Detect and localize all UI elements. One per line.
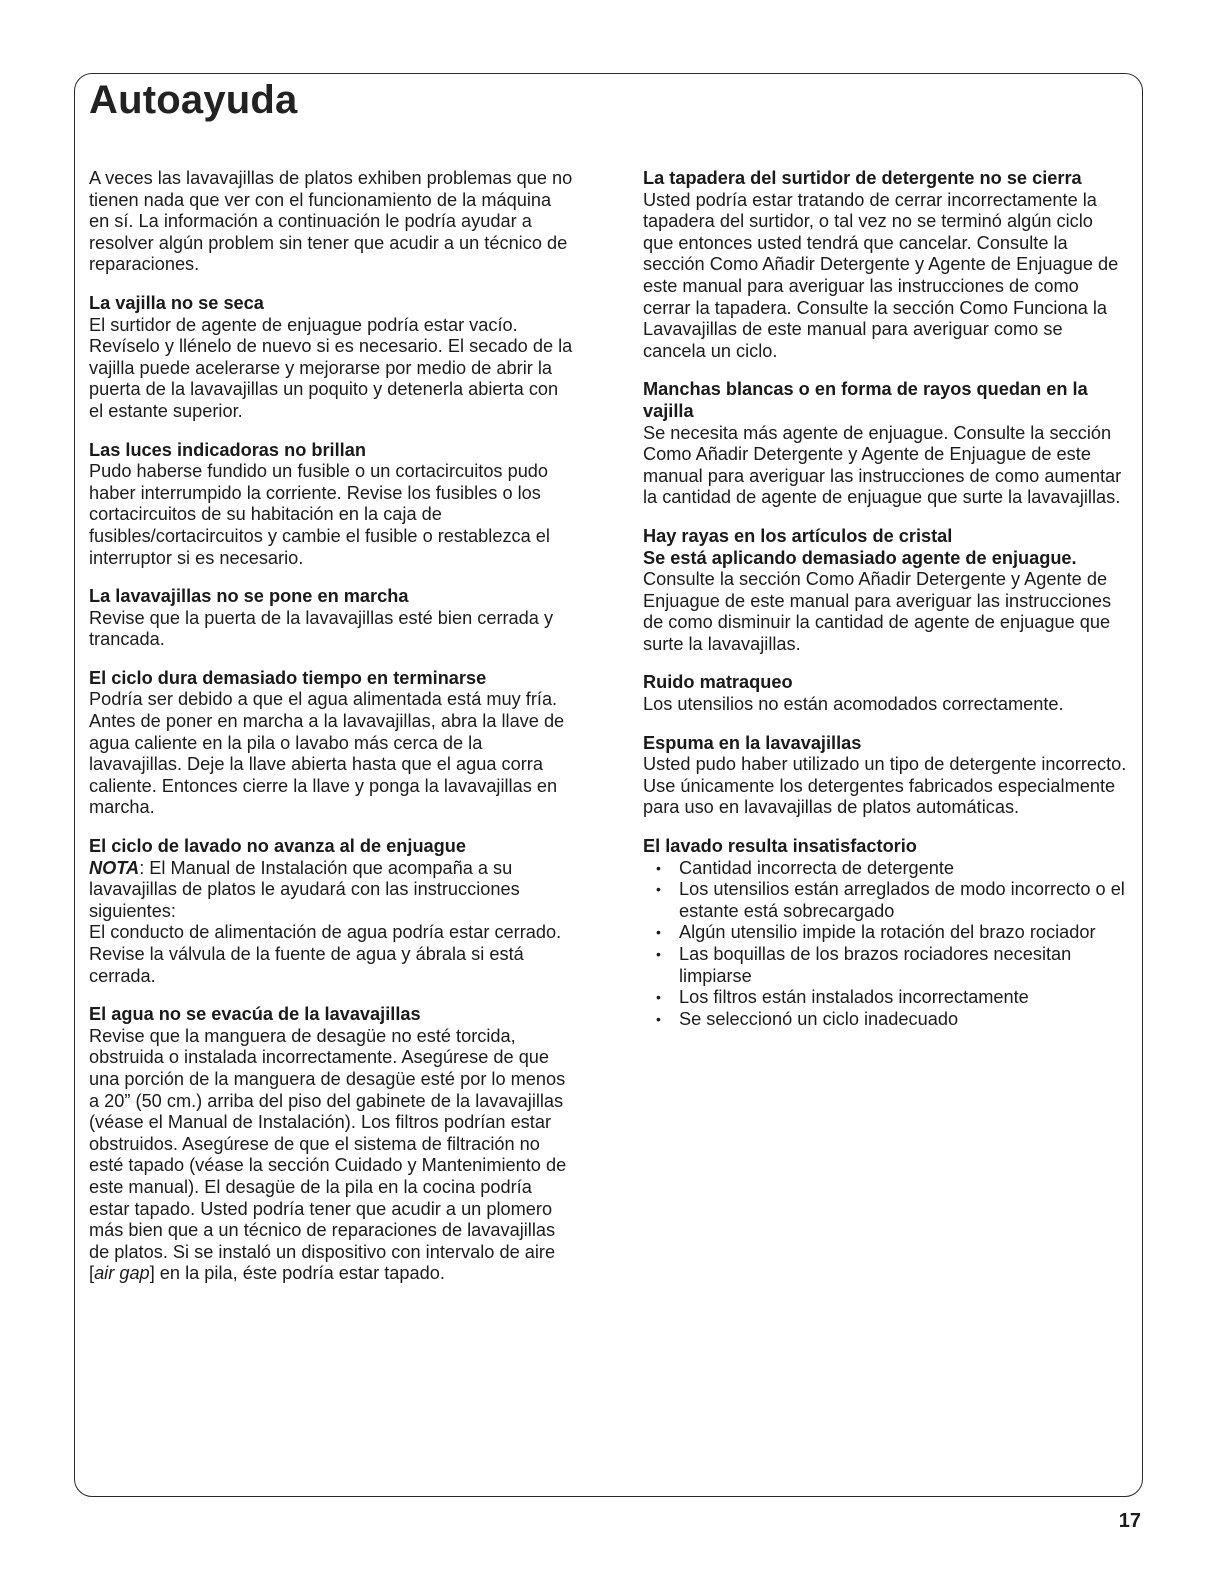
section-body: Usted pudo haber utilizado un tipo de detergente incorrecto. Use únicamente los detergentes fabricados especialmente para uso en lavavajillas de platos automáticas. xyxy=(643,754,1127,818)
list-item: • Los filtros están instalados incorrectamente xyxy=(643,987,1128,1009)
air-gap-term: air gap xyxy=(94,1263,150,1284)
left-column xyxy=(89,168,574,1302)
list-item: • Los utensilios están arreglados de modo incorrecto o el estante está sobrecargado xyxy=(643,879,1128,922)
section-heading: Las luces indicadoras no brillan xyxy=(89,439,366,460)
list-item: • Algún utensilio impide la rotación del brazo rociador xyxy=(643,922,1128,944)
note-paragraph xyxy=(89,858,574,923)
section-white-spots xyxy=(643,379,1128,509)
intro-paragraph: A veces las lavavajillas de platos exhiben problemas que no tienen nada que ver con el funcionamiento de la máquina en sí. La información a continuación le podría ayudar a resolver algún problem sin tener que acudir a un técnico de reparaciones. xyxy=(89,168,573,275)
section-body: El conducto de alimentación de agua podría estar cerrado. Revise la válvula de la fuente de agua y ábrala si está cerrada. xyxy=(89,922,562,986)
section-body: Consulte la sección Como Añadir Detergente y Agente de Enjuague de este manual para averiguar las instrucciones de como disminuir la cantidad de agente de enjuague que surte la lavavajillas. xyxy=(643,569,1112,654)
section-wash-not-advancing xyxy=(89,836,574,987)
section-body: Revise que la puerta de la lavavajillas esté bien cerrada y trancada. xyxy=(89,607,554,650)
cause-list xyxy=(643,858,1128,1031)
section-heading: La lavavajillas no se pone en marcha xyxy=(89,586,409,607)
section-body: Se necesita más agente de enjuague. Consulte la sección Como Añadir Detergente y Agente de Enjuague de este manual para averiguar las instrucciones de como aumentar la cantidad de agente de enjuague que surte la lavavajillas. xyxy=(643,422,1122,508)
list-item: • Se seleccionó un ciclo inadecuado xyxy=(643,1009,1128,1031)
section-subheading: Se está aplicando demasiado agente de enjuague. xyxy=(643,547,1077,568)
body-text: Revise que la manguera de desagüe no esté torcida, obstruida o instalada incorrectamente. Asegúrese de que una porción de la manguera de desagüe esté por lo menos a 20” (50 cm.) arriba del piso del gabinete de la lavavajillas (véase el Manual de Instalación). Los filtros podrían estar obstruidos. Asegúrese de que el sistema de filtración no esté tapado (véase la sección Cuidado y Mantenimiento de este manual). El desagüe de la pila en la cocina podría estar tapado. Usted podría tener que acudir a un plomero más bien que a un técnico de reparaciones de lavavajillas de platos. Si se instaló un dispositivo con intervalo de aire [ xyxy=(89,1025,567,1284)
body-text: ] en la pila, éste podría estar tapado. xyxy=(149,1263,445,1284)
section-body: Pudo haberse fundido un fusible o un cortacircuitos pudo haber interrumpido la corriente. Revise los fusibles o los cortacircuitos de su habitación en la caja de fusibles/cortacircuitos y cambie el fusible o restablezca el interruptor si es necesario. xyxy=(89,461,550,568)
section-body xyxy=(89,1026,574,1285)
page-number: 17 xyxy=(1118,1510,1141,1532)
section-heading: Ruido matraqueo xyxy=(643,672,793,693)
section-dispenser-lid xyxy=(643,168,1128,362)
section-rattling-noise xyxy=(643,672,1128,715)
section-heading: La vajilla no se seca xyxy=(89,292,264,313)
section-body: Los utensilios no están acomodados correctamente. xyxy=(643,694,1064,715)
section-glass-streaks xyxy=(643,526,1128,656)
section-heading: El ciclo dura demasiado tiempo en terminarse xyxy=(89,667,487,688)
list-item: • Las boquillas de los brazos rociadores necesitan limpiarse xyxy=(643,944,1128,987)
section-water-not-draining xyxy=(89,1004,574,1285)
section-heading: El agua no se evacúa de la lavavajillas xyxy=(89,1004,421,1025)
section-not-starting xyxy=(89,586,574,651)
note-text: : El Manual de Instalación que acompaña a su lavavajillas de platos le ayudará con las instrucciones siguientes: xyxy=(89,857,520,921)
section-heading: Manchas blancas o en forma de rayos quedan en la vajilla xyxy=(643,379,1088,421)
section-body: El surtidor de agente de enjuague podría estar vacío. Revíselo y llénelo de nuevo si es necesario. El secado de la vajilla puede acelerarse y mejorarse por medio de abrir la puerta de la lavavajillas un poquito y detenerla abierta con el estante superior. xyxy=(89,314,573,421)
section-unsatisfactory-wash xyxy=(643,836,1128,1030)
section-cycle-too-long xyxy=(89,668,574,819)
section-heading: El lavado resulta insatisfactorio xyxy=(643,836,917,857)
page-title: Autoayuda xyxy=(89,78,298,122)
section-heading: La tapadera del surtidor de detergente no se cierra xyxy=(643,168,1082,188)
note-label: NOTA xyxy=(89,857,140,878)
right-column xyxy=(643,168,1128,1047)
section-body: Usted podría estar tratando de cerrar incorrectamente la tapadera del surtidor, o tal vez no se terminó algún ciclo que entonces usted tendrá que cancelar. Consulte la sección Como Añadir Detergente y Agente de Enjuague de este manual para averiguar las instrucciones de como cerrar la tapadera. Consulte la sección Como Funciona la Lavavajillas de este manual para averiguar como se cancela un ciclo. xyxy=(643,189,1119,361)
section-heading: Espuma en la lavavajillas xyxy=(643,732,862,753)
section-heading: Hay rayas en los artículos de cristal xyxy=(643,525,953,546)
section-body: Podría ser debido a que el agua alimentada está muy fría. Antes de poner en marcha a la lavavajillas, abra la llave de agua caliente en la pila o lavabo más cerca de la lavavajillas. Deje la llave abierta hasta que el agua corra caliente. Entonces cierre la llave y ponga la lavavajillas en marcha. xyxy=(89,689,565,818)
section-dishes-not-dry xyxy=(89,293,574,423)
list-item: • Cantidad incorrecta de detergente xyxy=(643,858,1128,880)
section-foam xyxy=(643,733,1128,819)
section-heading: El ciclo de lavado no avanza al de enjuague xyxy=(89,836,467,857)
section-lights-off xyxy=(89,440,574,570)
